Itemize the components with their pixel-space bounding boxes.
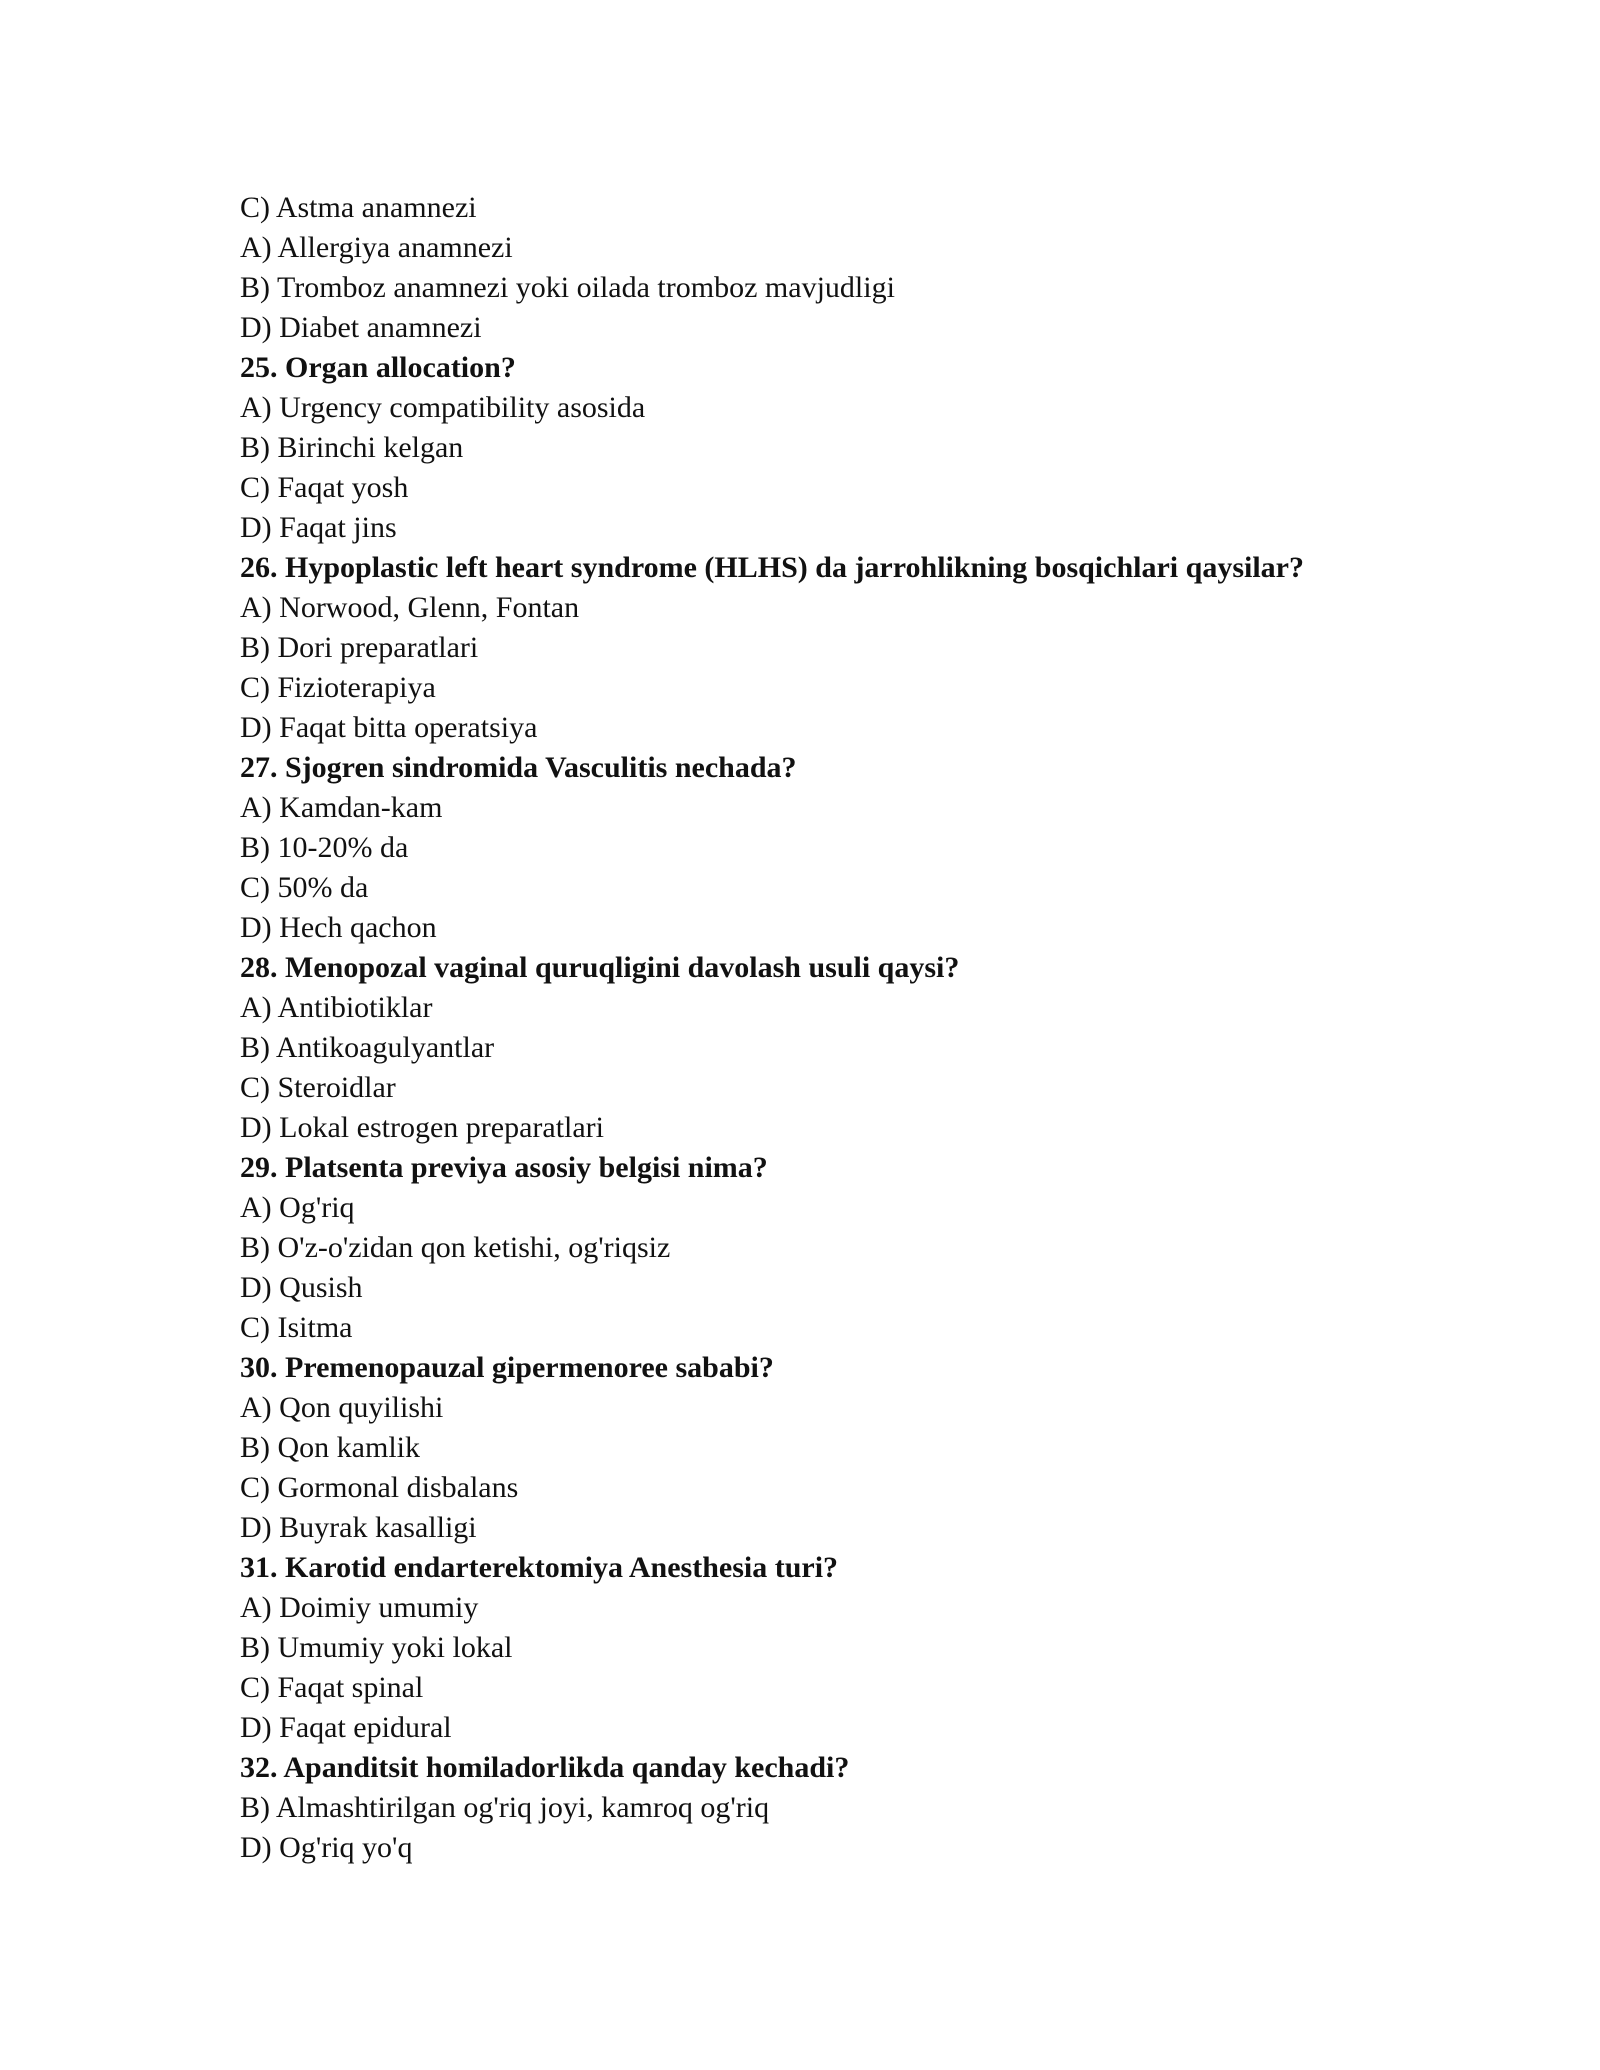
answer-option: C) Faqat spinal [240, 1671, 424, 1704]
answer-option: B) Umumiy yoki lokal [240, 1631, 513, 1664]
question-heading: 26. Hypoplastic left heart syndrome (HLHS) da jarrohlikning bosqichlari qaysilar? [240, 551, 1304, 584]
answer-option: C) Isitma [240, 1311, 353, 1344]
question-heading: 30. Premenopauzal gipermenoree sababi? [240, 1351, 774, 1384]
answer-option: C) Faqat yosh [240, 471, 409, 504]
answer-option: B) Antikoagulyantlar [240, 1031, 495, 1064]
answer-option: B) 10-20% da [240, 831, 409, 864]
answer-option: A) Kamdan-kam [240, 791, 443, 824]
question-heading: 32. Apanditsit homiladorlikda qanday kechadi? [240, 1751, 850, 1784]
answer-option: C) Steroidlar [240, 1071, 396, 1104]
answer-option: A) Norwood, Glenn, Fontan [240, 591, 580, 624]
answer-option: A) Qon quyilishi [240, 1391, 444, 1424]
answer-option: D) Faqat bitta operatsiya [240, 711, 538, 744]
question-heading: 25. Organ allocation? [240, 351, 516, 384]
answer-option: A) Doimiy umumiy [240, 1591, 479, 1624]
answer-option: A) Antibiotiklar [240, 991, 433, 1024]
answer-option: D) Qusish [240, 1271, 363, 1304]
answer-option: A) Urgency compatibility asosida [240, 391, 646, 424]
answer-option: B) Birinchi kelgan [240, 431, 464, 464]
answer-option: D) Hech qachon [240, 911, 437, 944]
question-heading: 28. Menopozal vaginal quruqligini davolash usuli qaysi? [240, 951, 960, 984]
question-heading: 31. Karotid endarterektomiya Anesthesia turi? [240, 1551, 839, 1584]
answer-option: A) Allergiya anamnezi [240, 231, 513, 264]
answer-option: B) Dori preparatlari [240, 631, 479, 664]
answer-option: D) Og'riq yo'q [240, 1831, 413, 1864]
quiz-text-body [240, 188, 1440, 1868]
question-heading: 29. Platsenta previya asosiy belgisi nima? [240, 1151, 768, 1184]
answer-option: C) Astma anamnezi [240, 191, 477, 224]
answer-option: C) 50% da [240, 871, 369, 904]
answer-option: D) Faqat jins [240, 511, 397, 544]
answer-option: C) Fizioterapiya [240, 671, 436, 704]
answer-option: D) Faqat epidural [240, 1711, 452, 1744]
answer-option: C) Gormonal disbalans [240, 1471, 519, 1504]
answer-option: B) Almashtirilgan og'riq joyi, kamroq og'riq [240, 1791, 770, 1824]
answer-option: D) Buyrak kasalligi [240, 1511, 477, 1544]
answer-option: B) O'z-o'zidan qon ketishi, og'riqsiz [240, 1231, 671, 1264]
answer-option: B) Tromboz anamnezi yoki oilada tromboz mavjudligi [240, 271, 895, 304]
answer-option: D) Lokal estrogen preparatlari [240, 1111, 604, 1144]
answer-option: A) Og'riq [240, 1191, 355, 1224]
answer-option: D) Diabet anamnezi [240, 311, 482, 344]
question-heading: 27. Sjogren sindromida Vasculitis nechada? [240, 751, 797, 784]
answer-option: B) Qon kamlik [240, 1431, 420, 1464]
